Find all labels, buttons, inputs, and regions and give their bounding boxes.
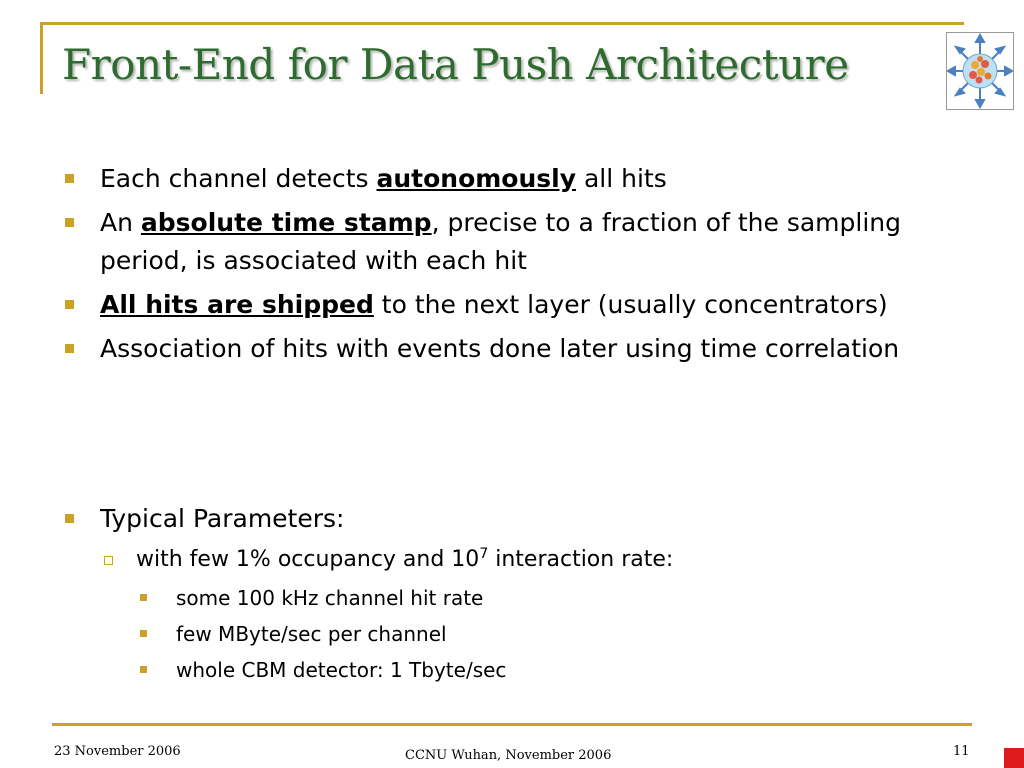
- parameter-item: [0, 652, 1024, 688]
- parameter-text: few MByte/sec per channel: [176, 622, 447, 646]
- sub-bullet-text: interaction rate:: [488, 547, 674, 572]
- slide-title: Front-End for Data Push Architecture: [62, 40, 849, 89]
- bullet-item: [0, 286, 1024, 324]
- parameter-text: some 100 kHz channel hit rate: [176, 586, 484, 610]
- header-rule-top: [40, 22, 964, 25]
- sub-bullet-item: [0, 542, 1024, 578]
- bullet-text: Each channel detects: [100, 164, 377, 193]
- slide-number: 11: [953, 744, 970, 759]
- parameter-item: [0, 580, 1024, 616]
- main-bullet-list: [0, 160, 1024, 368]
- bullet-item: [0, 204, 1024, 280]
- bullet-text: Association of hits with events done later using time correlation: [100, 334, 900, 363]
- parameter-text: whole CBM detector: 1 Tbyte/sec: [176, 658, 507, 682]
- bullet-text: An: [100, 208, 141, 237]
- parameter-item: [0, 616, 1024, 652]
- footer-rule: [52, 723, 972, 726]
- bullet-square-icon: [65, 174, 74, 183]
- header-rule-left: [40, 22, 43, 94]
- bullet-item: [0, 160, 1024, 198]
- bullet-text: to the next layer (usually concentrators): [373, 290, 888, 319]
- exponent: 7: [479, 546, 489, 562]
- parameters-list: [0, 500, 1024, 538]
- bullet-emphasis: autonomously: [376, 164, 577, 193]
- bullet-square-icon: [65, 300, 74, 309]
- corner-marker: [1004, 748, 1024, 768]
- bullet-square-icon: [65, 218, 74, 227]
- bullet-item: [0, 330, 1024, 368]
- bullet-square-icon: [65, 514, 74, 523]
- footer-venue: CCNU Wuhan, November 2006: [405, 748, 612, 763]
- detector-logo-icon: [946, 32, 1014, 110]
- hollow-square-bullet-icon: [104, 556, 113, 565]
- footer-date: 23 November 2006: [54, 744, 181, 759]
- bullet-square-icon: [65, 344, 74, 353]
- parameter-items-list: [0, 580, 1024, 688]
- bullet-square-icon: [140, 630, 147, 637]
- bullet-square-icon: [140, 594, 147, 601]
- bullet-text: all hits: [576, 164, 667, 193]
- parameters-heading: Typical Parameters:: [100, 504, 345, 533]
- sub-bullet-text: with few 1% occupancy and 10: [136, 547, 480, 572]
- bullet-text: , precise to a fraction of the sampling period, is associated with each hit: [100, 208, 901, 275]
- sub-bullet-list: [0, 542, 1024, 578]
- bullet-emphasis: absolute time stamp: [140, 208, 432, 237]
- bullet-square-icon: [140, 666, 147, 673]
- bullet-emphasis: All hits are shipped: [100, 290, 374, 319]
- bullet-item: [0, 500, 1024, 538]
